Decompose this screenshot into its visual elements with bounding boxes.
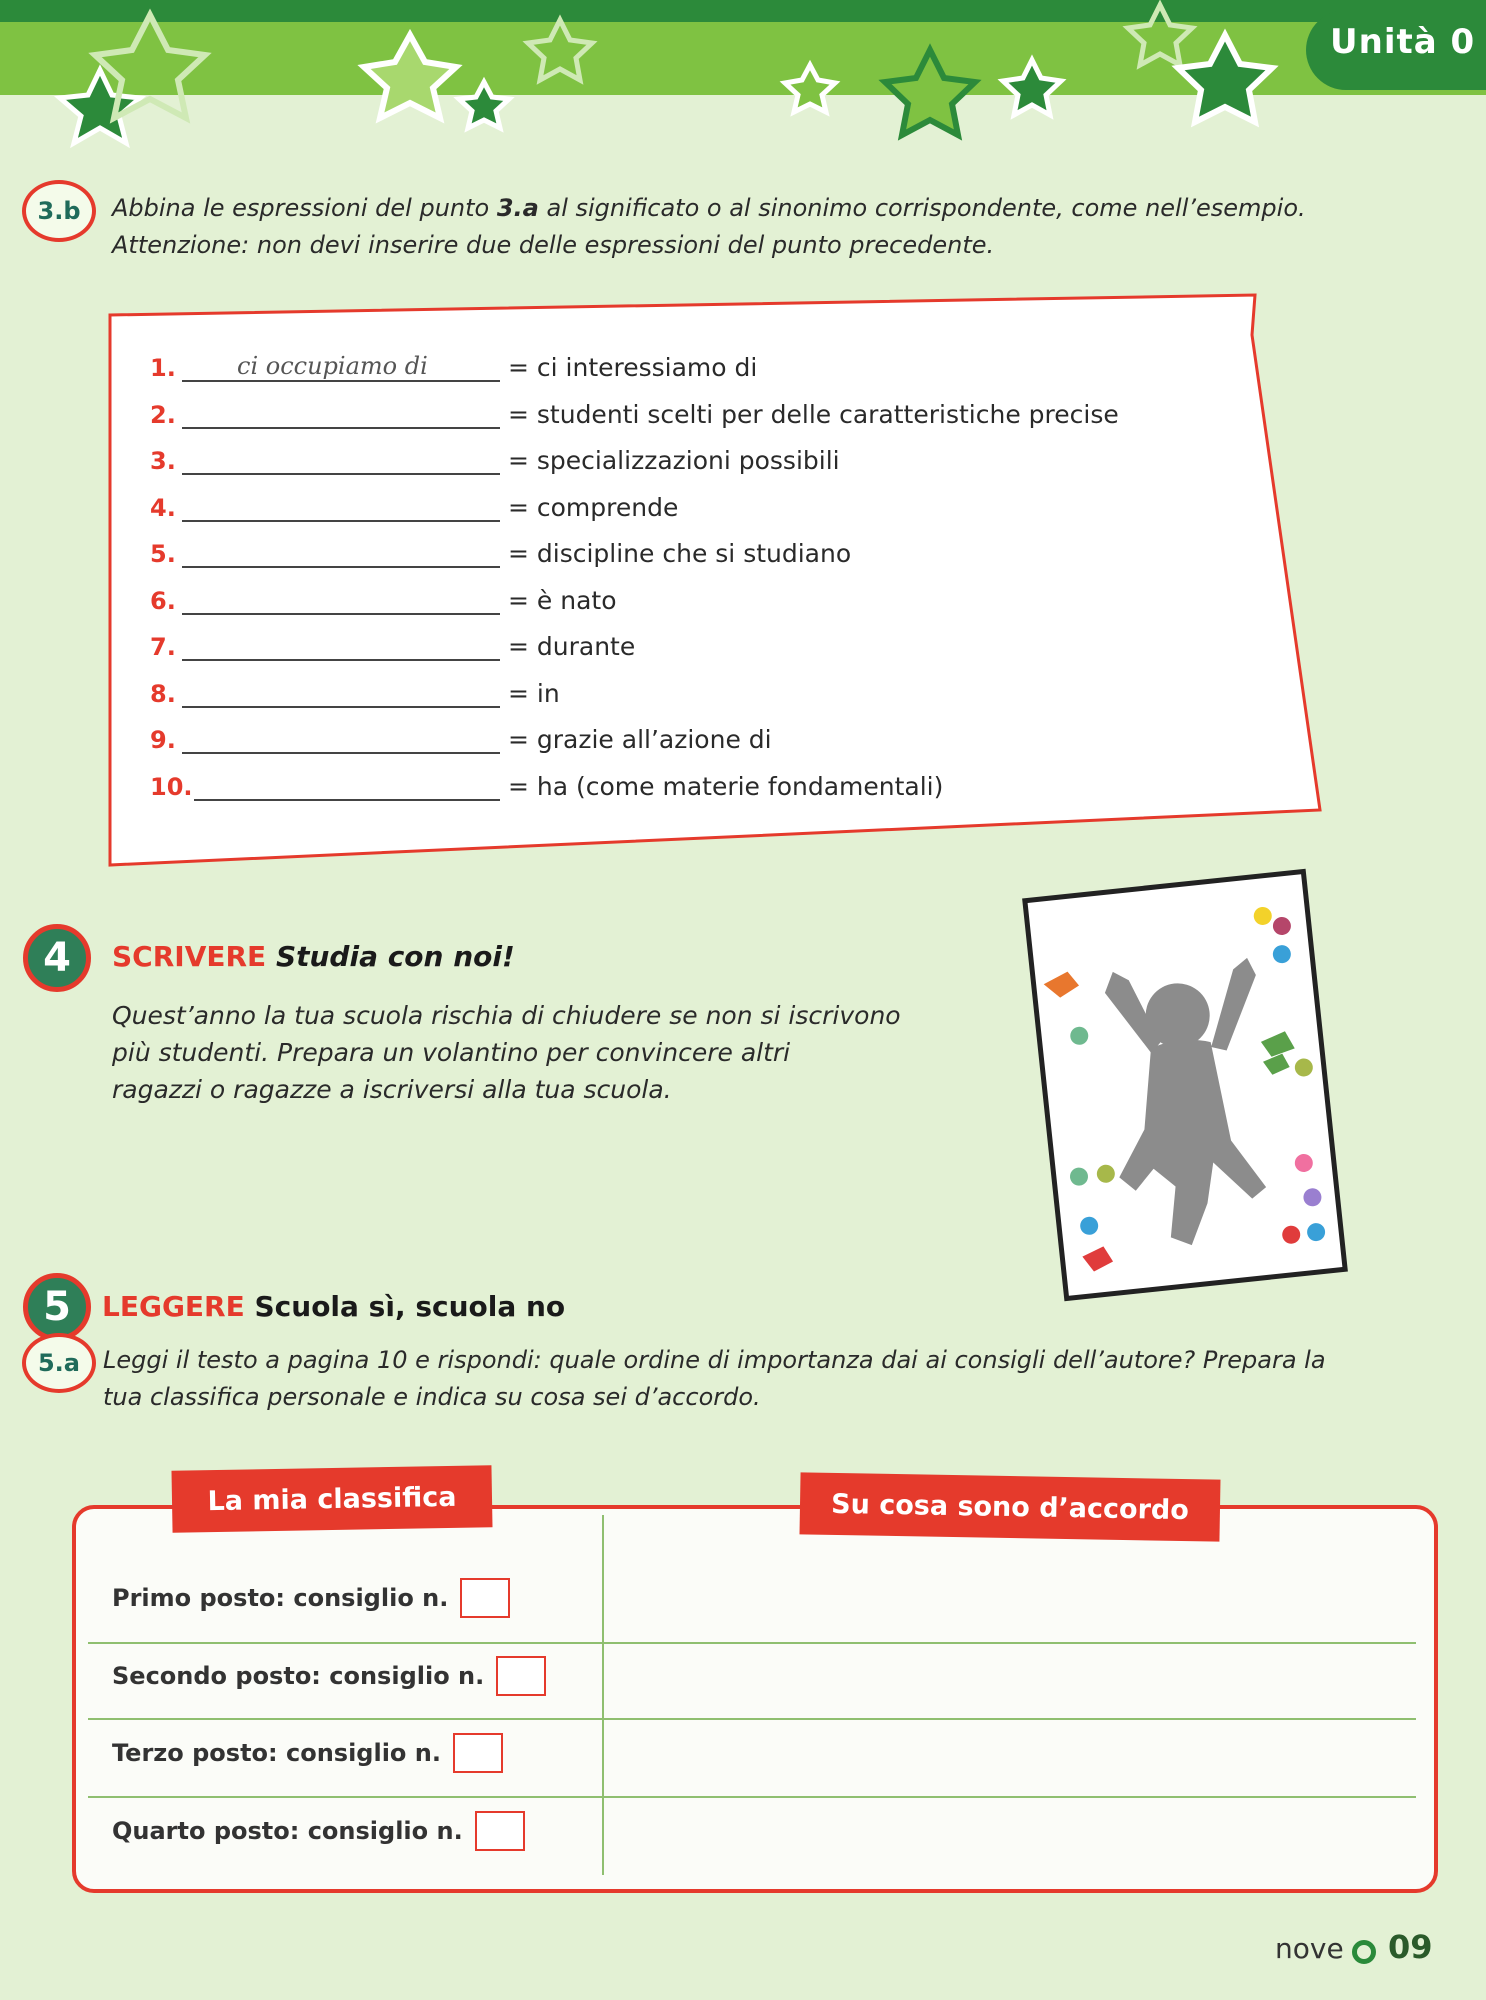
answer-field[interactable]: [182, 583, 500, 615]
item-definition: = è nato: [508, 586, 617, 615]
table-row: [112, 1656, 546, 1696]
row-label: Primo posto: consiglio n.: [112, 1584, 449, 1612]
flyer-illustration: [1005, 865, 1365, 1305]
item-definition: = ha (come materie fondamentali): [508, 772, 944, 801]
item-number: 7.: [150, 633, 176, 661]
table-header-ranking: La mia classifica: [171, 1465, 492, 1533]
item-definition: = durante: [508, 632, 636, 661]
exercise-5a-instruction: [103, 1342, 1433, 1416]
item-number: 6.: [150, 587, 176, 615]
item-number: 3.: [150, 447, 176, 475]
table-row: [112, 1578, 510, 1618]
answer-field[interactable]: [194, 769, 500, 801]
answer-box[interactable]: [460, 1578, 510, 1618]
exercise-4-title: [112, 940, 515, 973]
list-item: [150, 528, 851, 568]
instruction-text: Abbina le espressioni del punto: [112, 194, 497, 222]
answer-field[interactable]: [182, 397, 500, 429]
page-number-word: nove: [1275, 1932, 1344, 1965]
answer-box[interactable]: [475, 1811, 525, 1851]
exercise-5-title: [102, 1290, 565, 1323]
answer-box[interactable]: [453, 1733, 503, 1773]
row-label: Quarto posto: consiglio n.: [112, 1817, 463, 1845]
table-row: [112, 1811, 525, 1851]
section-label: LEGGERE: [102, 1290, 245, 1323]
answer-box[interactable]: [496, 1656, 546, 1696]
table-row-divider: [88, 1796, 1416, 1798]
item-number: 4.: [150, 494, 176, 522]
list-item: [150, 342, 757, 382]
item-number: 5.: [150, 540, 176, 568]
item-definition: = in: [508, 679, 560, 708]
item-definition: = grazie all’azione di: [508, 725, 772, 754]
exercise-badge-5: 5: [23, 1273, 91, 1341]
item-definition: = comprende: [508, 493, 679, 522]
handwritten-answer: ci occupiamo di: [237, 352, 428, 380]
list-item: [150, 621, 635, 661]
list-item: [150, 714, 772, 754]
exercise-3b-instruction: [112, 190, 1412, 264]
unit-label: Unità 0: [1330, 22, 1476, 62]
list-item: [150, 575, 616, 615]
list-item: [150, 761, 943, 801]
instruction-text: Attenzione: non devi inserire due delle espressioni del punto precedente.: [112, 231, 995, 259]
answer-field[interactable]: [182, 536, 500, 568]
item-definition: = ci interessiamo di: [508, 353, 758, 382]
table-row-divider: [88, 1718, 1416, 1720]
answer-field[interactable]: [182, 629, 500, 661]
instruction-line: ragazzi o ragazze a iscriversi alla tua scuola.: [112, 1075, 672, 1104]
list-item: [150, 668, 560, 708]
item-definition: = discipline che si studiano: [508, 539, 852, 568]
list-item: [150, 482, 678, 522]
section-heading: Scuola sì, scuola no: [254, 1290, 566, 1323]
item-definition: = specializzazioni possibili: [508, 446, 840, 475]
answer-field[interactable]: [182, 676, 500, 708]
exercise-badge-4: 4: [23, 924, 91, 992]
table-header-agreement: Su cosa sono d’accordo: [799, 1472, 1220, 1541]
item-number: 1.: [150, 354, 176, 382]
instruction-line: più studenti. Prepara un volantino per convincere altri: [112, 1038, 791, 1067]
item-number: 8.: [150, 680, 176, 708]
stars-banner: [0, 0, 1486, 150]
instruction-line: Quest’anno la tua scuola rischia di chiudere se non si iscrivono: [112, 1001, 901, 1030]
list-item: [150, 435, 840, 475]
table-row: [112, 1733, 503, 1773]
page-number: 09: [1388, 1928, 1433, 1966]
list-item: [150, 389, 1119, 429]
exercise-4-instruction: [112, 997, 912, 1108]
instruction-line: Leggi il testo a pagina 10 e rispondi: quale ordine di importanza dai ai consigli dell’autore? Prepara la: [103, 1346, 1326, 1374]
item-number: 9.: [150, 726, 176, 754]
section-heading: Studia con noi!: [275, 940, 515, 973]
item-number: 2.: [150, 401, 176, 429]
item-number: 10.: [150, 773, 193, 801]
row-label: Terzo posto: consiglio n.: [112, 1739, 441, 1767]
answer-field[interactable]: [182, 490, 500, 522]
instruction-ref: 3.a: [496, 194, 539, 222]
answer-field[interactable]: [182, 722, 500, 754]
exercise-badge-3b: 3.b: [22, 180, 96, 242]
exercise-badge-5a: 5.a: [22, 1333, 96, 1393]
answer-field[interactable]: [182, 350, 500, 382]
table-row-divider: [88, 1642, 1416, 1644]
item-definition: = studenti scelti per delle caratteristiche precise: [508, 400, 1119, 429]
section-label: SCRIVERE: [112, 940, 267, 973]
instruction-text: al significato o al sinonimo corrispondente, come nell’esempio.: [538, 194, 1306, 222]
bullet-icon: [1352, 1940, 1376, 1964]
instruction-line: tua classifica personale e indica su cosa sei d’accordo.: [103, 1383, 761, 1411]
answer-field[interactable]: [182, 443, 500, 475]
row-label: Secondo posto: consiglio n.: [112, 1662, 485, 1690]
table-divider: [602, 1515, 604, 1875]
